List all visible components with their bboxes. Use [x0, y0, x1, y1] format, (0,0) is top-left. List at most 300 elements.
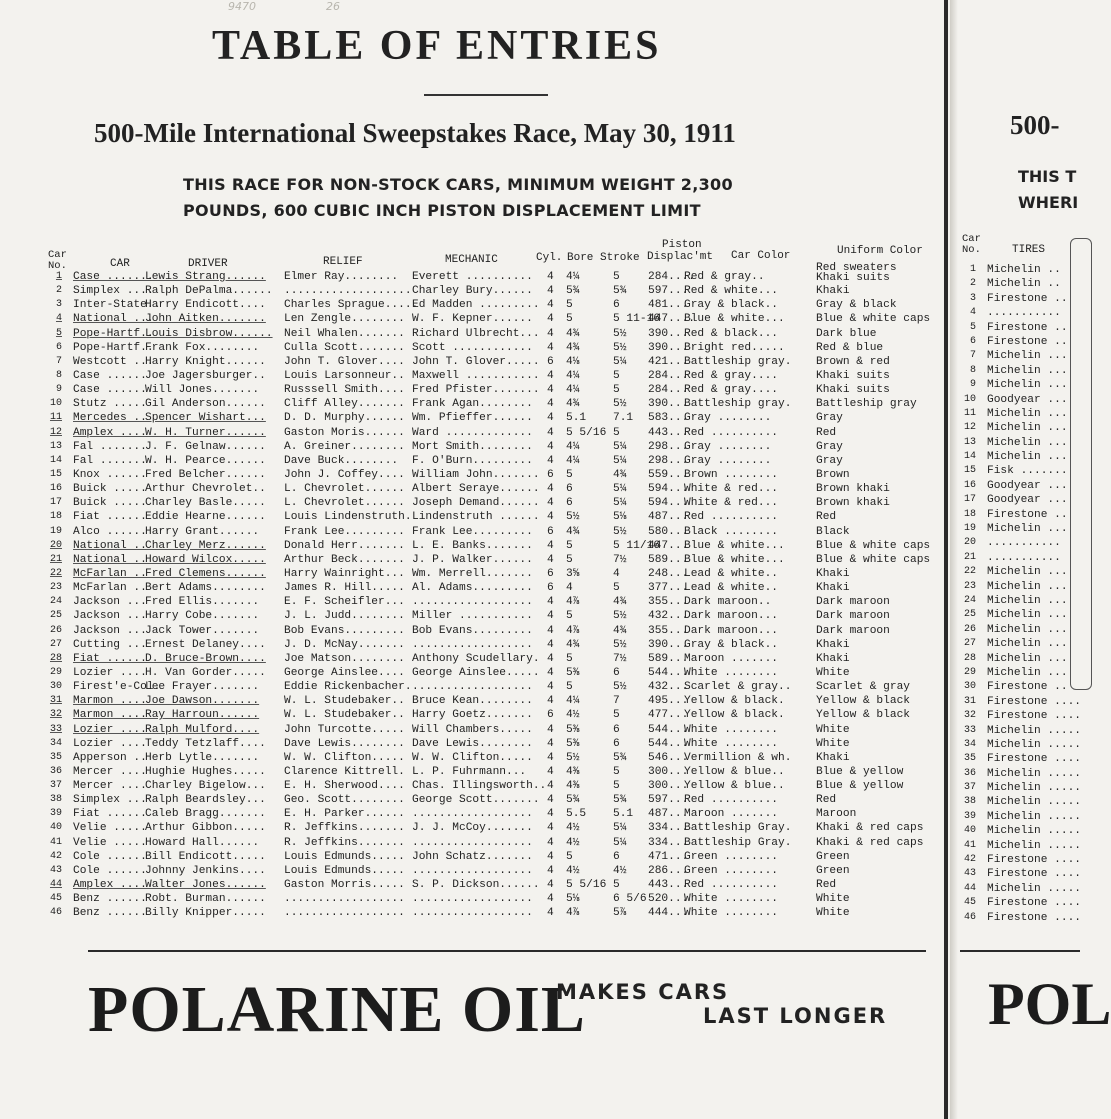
- entry-color: Battleship gray.: [684, 355, 792, 368]
- entry-bore: 5½: [566, 511, 580, 524]
- tire-no: 41: [963, 839, 976, 851]
- entry-relief: Joe Matson........: [284, 652, 405, 665]
- entry-bore: 4½: [566, 822, 580, 835]
- entry-relief: R. Jeffkins.......: [284, 836, 405, 849]
- entry-bore: 4¼: [566, 384, 580, 397]
- entry-uniform: Khaki suits: [816, 384, 890, 397]
- entry-color: White & red...: [684, 497, 778, 510]
- entry-relief: Louis Lindenstruth.: [284, 511, 412, 524]
- tire-brand: Michelin ...: [987, 523, 1068, 536]
- entry-no: 11: [49, 412, 62, 424]
- entry-bore: 5⅜: [566, 666, 580, 679]
- entry-mechanic: W. F. Kepner......: [412, 313, 533, 326]
- entry-driver: Ralph DePalma......: [145, 285, 273, 298]
- entry-color: Battleship Gray.: [684, 822, 792, 835]
- entry-bore: 5½: [566, 751, 580, 764]
- entry-color: Red & gray....: [684, 369, 778, 382]
- tire-no: 27: [963, 638, 976, 650]
- entry-mechanic: Bruce Kean........: [412, 695, 533, 708]
- entry-uniform: White: [816, 723, 850, 736]
- entry-disp: 377...: [648, 582, 689, 595]
- tire-brand: Goodyear ...: [987, 393, 1068, 406]
- entry-uniform: Red: [816, 794, 837, 807]
- entry-color: Yellow & blue..: [684, 765, 785, 778]
- entry-car: Mercedes ..: [73, 412, 147, 425]
- entry-disp: 432...: [648, 681, 689, 694]
- tire-no: 29: [963, 666, 976, 678]
- tire-brand: Fisk .......: [987, 465, 1068, 478]
- entry-uniform: Gray: [816, 454, 843, 467]
- entry-uniform: Maroon: [816, 808, 857, 821]
- entry-cyl: 6: [547, 525, 554, 538]
- entry-driver: Harry Cobe.......: [145, 610, 260, 623]
- entry-cyl: 4: [547, 751, 554, 764]
- entry-bore: 5.5: [566, 808, 587, 821]
- entry-driver: Charley Basle.....: [145, 497, 266, 510]
- page-title: TABLE OF ENTRIES: [212, 23, 662, 69]
- tire-no: 39: [963, 810, 976, 822]
- entry-uniform: Khaki suits: [816, 369, 890, 382]
- ad-tagline: LAST LONGER: [703, 1004, 888, 1028]
- entry-disp: 286...: [648, 864, 689, 877]
- entry-uniform: Black: [816, 525, 850, 538]
- entry-relief: Gaston Moris......: [284, 426, 405, 439]
- entry-mechanic: ..................: [412, 808, 533, 821]
- tire-brand: Firestone ....: [987, 710, 1081, 723]
- entry-bore: 5⅜: [566, 723, 580, 736]
- entry-car: Lozier ....: [73, 723, 147, 736]
- entry-no: 36: [49, 765, 62, 777]
- entry-disp: 432...: [648, 610, 689, 623]
- entry-mechanic: Joseph Demand......: [412, 497, 540, 510]
- entry-mechanic: Ed Madden .........: [412, 299, 540, 312]
- tire-no: 16: [963, 479, 976, 491]
- tire-brand: ...........: [987, 307, 1061, 320]
- entry-bore: 3⅝: [566, 567, 580, 580]
- entry-relief: Bob Evans.........: [284, 624, 405, 637]
- entry-driver: Harry Grant......: [145, 525, 260, 538]
- entry-driver: Howard Wilcox.....: [145, 553, 266, 566]
- entry-car: Mercer ....: [73, 780, 147, 793]
- entry-bore: 5¾: [566, 285, 580, 298]
- bracket: [1070, 238, 1092, 690]
- entry-color: Dark maroon...: [684, 610, 778, 623]
- entry-driver: Eddie Hearne......: [145, 511, 266, 524]
- entry-color: Yellow & blue..: [684, 780, 785, 793]
- tire-no: 20: [963, 537, 976, 549]
- entry-car: Cole ......: [73, 850, 147, 863]
- entry-stroke: 5½: [613, 341, 627, 354]
- entry-no: 8: [55, 369, 62, 381]
- entry-stroke: 7: [613, 695, 620, 708]
- entry-uniform: Red: [816, 511, 837, 524]
- divider: [88, 950, 926, 952]
- entry-bore: 4¼: [566, 695, 580, 708]
- entry-no: 9: [55, 384, 62, 396]
- entry-stroke: 6: [613, 299, 620, 312]
- tire-no: 13: [963, 436, 976, 448]
- entry-driver: Joe Jagersburger..: [145, 369, 266, 382]
- entry-disp: 355...: [648, 596, 689, 609]
- entry-mechanic: ..................: [412, 638, 533, 651]
- entry-no: 15: [49, 468, 62, 480]
- tire-no: 34: [963, 738, 976, 750]
- tire-brand: Firestone ....: [987, 854, 1081, 867]
- entry-uniform: Yellow & black: [816, 695, 910, 708]
- entry-disp: 284...: [648, 384, 689, 397]
- tire-brand: Michelin ...: [987, 422, 1068, 435]
- entry-disp: 390...: [648, 638, 689, 651]
- entry-color: White ........: [684, 737, 778, 750]
- entry-mechanic: Miller ...........: [412, 610, 533, 623]
- entry-no: 1: [55, 271, 62, 282]
- entry-relief: E. F. Scheifler...: [284, 596, 405, 609]
- entry-driver: Ralph Beardsley...: [145, 794, 266, 807]
- right-page-note-line: WHERI: [1018, 193, 1079, 212]
- entry-car: Amplex ....: [73, 426, 147, 439]
- entry-color: Scarlet & gray..: [684, 681, 792, 694]
- entry-uniform: Blue & white caps: [816, 313, 931, 326]
- entry-color: Green ........: [684, 864, 778, 877]
- entry-color: White ........: [684, 893, 778, 906]
- entry-driver: John Aitken.......: [145, 313, 266, 326]
- tire-no: 40: [963, 825, 976, 837]
- entry-driver: D. Bruce-Brown....: [145, 652, 266, 665]
- tire-brand: Michelin .....: [987, 839, 1081, 852]
- entry-no: 42: [49, 850, 62, 862]
- entry-uniform: White: [816, 737, 850, 750]
- entry-stroke: 7½: [613, 652, 627, 665]
- entry-disp: 546...: [648, 751, 689, 764]
- entry-no: 26: [49, 624, 62, 636]
- entry-driver: Gil Anderson......: [145, 398, 266, 411]
- entry-cyl: 4: [547, 369, 554, 382]
- tire-brand: ...........: [987, 537, 1061, 550]
- entry-relief: Charles Sprague.....: [284, 299, 419, 312]
- entry-relief: Louis Larsonneur..: [284, 369, 405, 382]
- entry-disp: 520...: [648, 893, 689, 906]
- entry-car: Alco ......: [73, 525, 147, 538]
- entry-relief: E. H. Parker......: [284, 808, 405, 821]
- entry-bore: 5: [566, 850, 573, 863]
- entry-driver: Arthur Chevrolet..: [145, 483, 266, 496]
- entry-disp: 477...: [648, 709, 689, 722]
- entry-driver: H. Van Gorder.....: [145, 666, 266, 679]
- entry-color: Lead & white..: [684, 582, 778, 595]
- entry-driver: Lewis Strang......: [145, 271, 266, 283]
- entry-cyl: 6: [547, 582, 554, 595]
- entry-no: 33: [49, 723, 62, 735]
- entry-relief: L. Chevrolet......: [284, 497, 405, 510]
- entry-no: 12: [49, 426, 62, 438]
- entry-driver: Teddy Tetzlaff....: [145, 737, 266, 750]
- tire-brand: Michelin ...: [987, 451, 1068, 464]
- entry-bore: 5⅜: [566, 737, 580, 750]
- entry-disp: 487...: [648, 511, 689, 524]
- entry-color: White & red...: [684, 483, 778, 496]
- entry-uniform: White: [816, 893, 850, 906]
- tire-no: 15: [963, 465, 976, 477]
- entry-relief: James R. Hill.....: [284, 582, 405, 595]
- entry-disp: 594...: [648, 483, 689, 496]
- entry-disp: 355...: [648, 624, 689, 637]
- entry-no: 17: [49, 497, 62, 509]
- entry-uniform: Scarlet & gray: [816, 681, 910, 694]
- entry-bore: 5 5/16: [566, 426, 607, 439]
- tire-no: 30: [963, 681, 976, 693]
- tire-no: 10: [963, 393, 976, 405]
- entry-driver: Johnny Jenkins....: [145, 864, 266, 877]
- entry-car: Marmon ....: [73, 695, 147, 708]
- entry-no: 4: [55, 313, 62, 325]
- entry-bore: 4¼: [566, 271, 580, 283]
- entry-uniform: Green: [816, 864, 850, 877]
- entry-disp: 444...: [648, 907, 689, 920]
- entry-car: Benz ......: [73, 907, 147, 920]
- entry-disp: 481...: [648, 299, 689, 312]
- entry-mechanic: William John.......: [412, 468, 540, 481]
- entry-driver: W. H. Pearce......: [145, 454, 266, 467]
- entry-disp: 559...: [648, 468, 689, 481]
- entry-disp: 487...: [648, 808, 689, 821]
- entry-uniform: Brown khaki: [816, 497, 890, 510]
- entry-uniform: Red & blue: [816, 341, 884, 354]
- entry-color: Gray & black..: [684, 299, 778, 312]
- entry-mechanic: W. W. Clifton.....: [412, 751, 533, 764]
- entry-relief: Geo. Scott........: [284, 794, 405, 807]
- entry-bore: 5: [566, 553, 573, 566]
- entry-bore: 5.1: [566, 412, 587, 425]
- entry-bore: 4⅛: [566, 355, 580, 368]
- entry-uniform: Dark maroon: [816, 610, 890, 623]
- entry-color: Bright red.....: [684, 341, 785, 354]
- entry-no: 22: [49, 567, 62, 579]
- entry-no: 41: [49, 836, 62, 848]
- entry-stroke: 5: [613, 271, 620, 283]
- entry-uniform: Brown khaki: [816, 483, 890, 496]
- entry-mechanic: Wm. Pfieffer......: [412, 412, 533, 425]
- entry-stroke: 5¼: [613, 822, 627, 835]
- entry-bore: 4¼: [566, 454, 580, 467]
- tire-brand: Firestone ....: [987, 911, 1081, 924]
- entry-driver: Bert Adams........: [145, 582, 266, 595]
- tire-brand: Firestone ..: [987, 335, 1068, 348]
- entry-uniform: Gray: [816, 440, 843, 453]
- entry-disp: 544...: [648, 666, 689, 679]
- entry-bore: 4½: [566, 864, 580, 877]
- race-subtitle: 500-Mile International Sweepstakes Race, May 30, 1911: [94, 118, 736, 148]
- entry-uniform: Khaki & red caps: [816, 836, 924, 849]
- entry-driver: Ralph Mulford....: [145, 723, 260, 736]
- tire-brand: Michelin ...: [987, 364, 1068, 377]
- entry-driver: Herb Lytle.......: [145, 751, 260, 764]
- tire-no: 35: [963, 753, 976, 765]
- tire-no: 46: [963, 911, 976, 923]
- entry-disp: 495...: [648, 695, 689, 708]
- entry-car: Mercer ....: [73, 765, 147, 778]
- entry-stroke: 5¼: [613, 355, 627, 368]
- entry-driver: Hughie Hughes.....: [145, 765, 266, 778]
- entry-disp: 421...: [648, 355, 689, 368]
- entry-driver: Charley Bigelow...: [145, 780, 266, 793]
- entry-cyl: 4: [547, 723, 554, 736]
- entry-uniform: Green: [816, 850, 850, 863]
- entry-cyl: 4: [547, 737, 554, 750]
- entry-stroke: 4¾: [613, 468, 627, 481]
- entry-car: Knox ......: [73, 468, 147, 481]
- entry-driver: J. F. Gelnaw......: [145, 440, 266, 453]
- tire-brand: Firestone ....: [987, 868, 1081, 881]
- entry-bore: 4⅜: [566, 765, 580, 778]
- entry-stroke: 5 11/16: [613, 539, 660, 552]
- entry-color: Blue & white...: [684, 553, 785, 566]
- entry-stroke: 6: [613, 737, 620, 750]
- entry-uniform: Khaki: [816, 638, 850, 651]
- entry-mechanic: Scott ............: [412, 341, 533, 354]
- entry-mechanic: L. E. Banks.......: [412, 539, 533, 552]
- entry-bore: 4⅜: [566, 780, 580, 793]
- entry-relief: J. D. McNay.......: [284, 638, 405, 651]
- entry-relief: W. L. Studebaker..: [284, 709, 405, 722]
- ad-tagline: MAKES CARS: [556, 980, 730, 1004]
- entry-relief: Eddie Rickenbacher.: [284, 681, 412, 694]
- entry-car: Velie .....: [73, 822, 147, 835]
- tire-no: 37: [963, 782, 976, 794]
- entry-no: 2: [55, 285, 62, 297]
- entry-stroke: 5¼: [613, 483, 627, 496]
- entry-bore: 4: [566, 582, 573, 595]
- entry-driver: Ray Harroun......: [145, 709, 260, 722]
- tire-no: 11: [963, 407, 976, 419]
- entry-car: Lozier ....: [73, 666, 147, 679]
- entry-stroke: 5½: [613, 398, 627, 411]
- tire-brand: Michelin .....: [987, 738, 1081, 751]
- tire-no: 18: [963, 508, 976, 520]
- entry-no: 37: [49, 780, 62, 792]
- entry-uniform: Brown: [816, 468, 850, 481]
- ad-brand-fragment: POL: [988, 971, 1111, 1037]
- entry-mechanic: S. P. Dickson......: [412, 879, 540, 892]
- entry-uniform: Red: [816, 426, 837, 439]
- entry-car: National ...: [73, 313, 154, 326]
- entry-mechanic: L. P. Fuhrmann...: [412, 765, 527, 778]
- entry-cyl: 4: [547, 638, 554, 651]
- tire-no: 7: [969, 350, 976, 362]
- entry-color: White ........: [684, 907, 778, 920]
- entry-no: 46: [49, 907, 62, 919]
- tire-brand: Michelin ...: [987, 609, 1068, 622]
- entry-cyl: 4: [547, 879, 554, 892]
- entry-uniform: Blue & yellow: [816, 765, 904, 778]
- tire-no: 1: [969, 264, 976, 275]
- entry-disp: 300...: [648, 780, 689, 793]
- entry-no: 29: [49, 666, 62, 678]
- entry-color: Gray ........: [684, 440, 772, 453]
- entry-relief: George Ainslee....: [284, 666, 405, 679]
- entry-relief: L. Chevrolet......: [284, 483, 405, 496]
- entry-no: 38: [49, 794, 62, 806]
- entry-color: Maroon .......: [684, 808, 778, 821]
- entry-disp: 544...: [648, 723, 689, 736]
- entry-stroke: 5¼: [613, 836, 627, 849]
- tire-no: 26: [963, 623, 976, 635]
- entry-cyl: 4: [547, 511, 554, 524]
- entry-stroke: 4: [613, 567, 620, 580]
- entry-car: Velie .....: [73, 836, 147, 849]
- entry-no: 40: [49, 822, 62, 834]
- tire-no: 5: [969, 321, 976, 333]
- entry-no: 7: [55, 355, 62, 367]
- entry-relief: ..................: [284, 907, 405, 920]
- entry-car: Simplex ....: [73, 285, 154, 298]
- entry-bore: 4⅞: [566, 596, 580, 609]
- tire-brand: Michelin ...: [987, 379, 1068, 392]
- entry-mechanic: Maxwell ...........: [412, 369, 540, 382]
- entry-relief: ...................: [284, 285, 412, 298]
- entry-mechanic: ..................: [412, 907, 533, 920]
- entry-cyl: 4: [547, 596, 554, 609]
- entry-stroke: 6 5/6: [613, 893, 647, 906]
- entry-driver: Fred Clemens......: [145, 567, 266, 580]
- entry-disp: 443...: [648, 879, 689, 892]
- entry-cyl: 6: [547, 567, 554, 580]
- entry-relief: Donald Herr.......: [284, 539, 405, 552]
- entry-no: 31: [49, 695, 62, 707]
- entry-cyl: 4: [547, 907, 554, 920]
- entry-cyl: 4: [547, 610, 554, 623]
- entry-uniform: Battleship gray: [816, 398, 917, 411]
- entry-stroke: 5.1: [613, 808, 634, 821]
- entry-relief: John J. Coffey....: [284, 468, 405, 481]
- entry-cyl: 6: [547, 355, 554, 368]
- entry-driver: Ernest Delaney....: [145, 638, 266, 651]
- entry-disp: 334...: [648, 836, 689, 849]
- tire-brand: Firestone ..: [987, 681, 1068, 694]
- entry-relief: Dave Buck........: [284, 454, 399, 467]
- entry-disp: 447....: [648, 313, 695, 326]
- entry-stroke: 5: [613, 780, 620, 793]
- entry-stroke: 5½: [613, 327, 627, 340]
- right-page-subtitle: 500-: [1010, 110, 1060, 140]
- right-page: [960, 0, 1111, 1119]
- entry-bore: 4¾: [566, 398, 580, 411]
- entry-car: Apperson ..: [73, 751, 147, 764]
- entry-no: 18: [49, 511, 62, 523]
- tire-no: 31: [963, 695, 976, 707]
- race-conditions: [183, 172, 733, 224]
- tire-brand: Michelin ...: [987, 350, 1068, 363]
- tire-brand: Michelin ...: [987, 652, 1068, 665]
- entry-cyl: 6: [547, 468, 554, 481]
- tire-brand: Michelin ...: [987, 566, 1068, 579]
- entry-cyl: 4: [547, 327, 554, 340]
- entry-stroke: 5: [613, 384, 620, 397]
- entry-cyl: 4: [547, 299, 554, 312]
- entry-color: Vermillion & wh.: [684, 751, 792, 764]
- entry-stroke: 7.1: [613, 412, 634, 425]
- entry-car: Jackson ...: [73, 596, 147, 609]
- entry-car: Stutz .....: [73, 398, 147, 411]
- entry-mechanic: Everett ..........: [412, 271, 533, 283]
- entry-color: Gray ........: [684, 412, 772, 425]
- header-stroke: Stroke: [600, 252, 640, 264]
- entry-no: 44: [49, 879, 62, 891]
- entry-car: Cole ......: [73, 864, 147, 877]
- entry-car: McFarlan ..: [73, 582, 147, 595]
- entry-relief: Louis Edmunds.....: [284, 864, 405, 877]
- entry-car: Fiat ......: [73, 511, 147, 524]
- entry-disp: 589...: [648, 553, 689, 566]
